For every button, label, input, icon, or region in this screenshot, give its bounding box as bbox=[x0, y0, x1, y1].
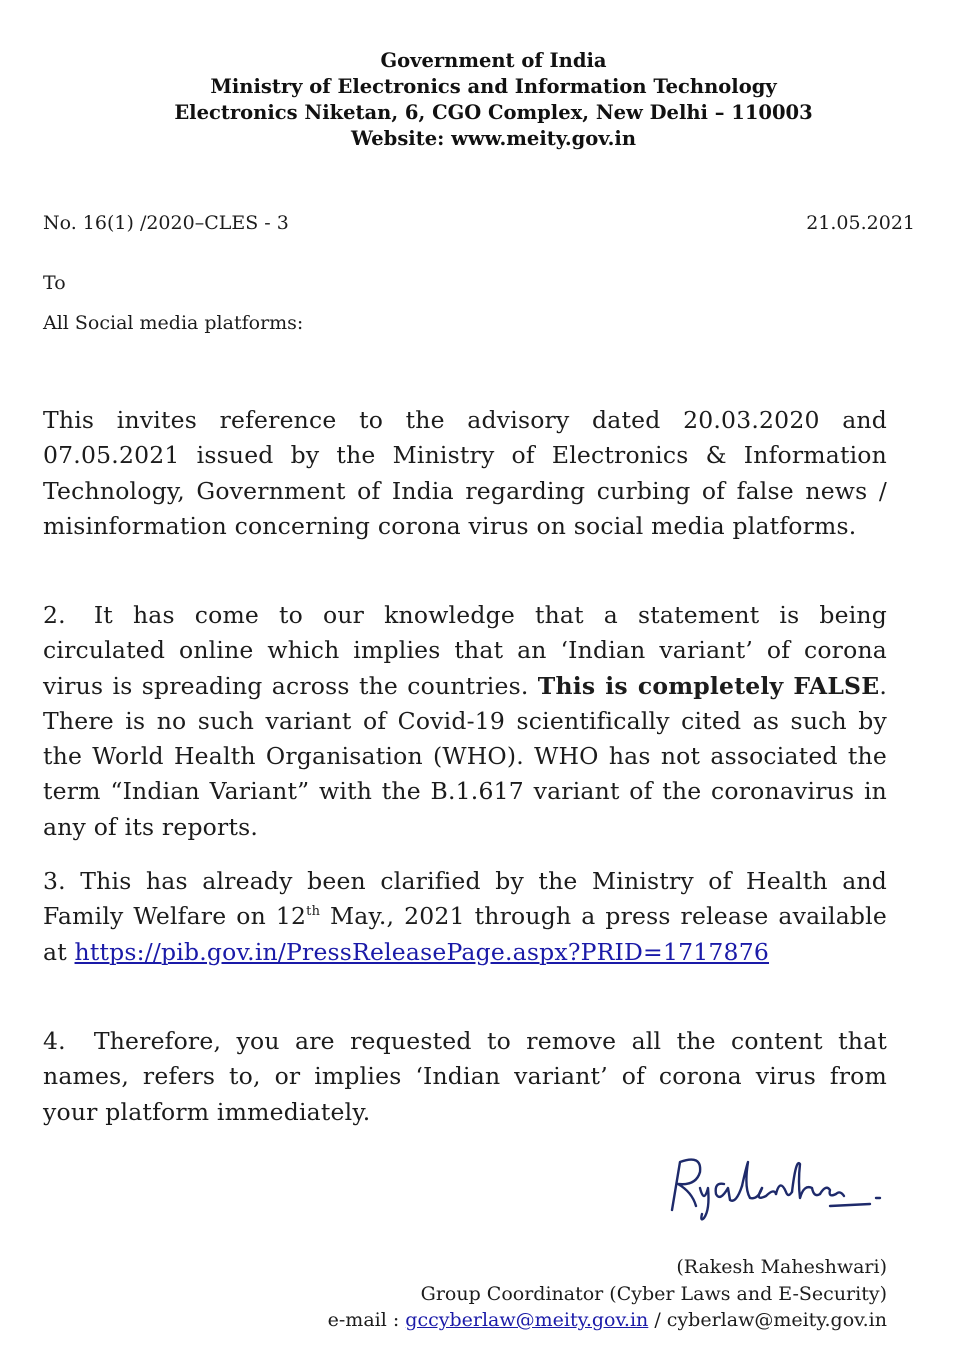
reference-row bbox=[43, 212, 915, 234]
letterhead-address: Electronics Niketan, 6, CGO Complex, New Delhi – 110003 bbox=[174, 101, 813, 124]
addressee: All Social media platforms: bbox=[43, 312, 304, 334]
email-secondary: cyberlaw@meity.gov.in bbox=[666, 1309, 887, 1331]
paragraph-4 bbox=[43, 1024, 887, 1130]
reference-number: No. 16(1) /2020–CLES - 3 bbox=[43, 212, 289, 234]
letterhead-website: Website: www.meity.gov.in bbox=[350, 127, 637, 150]
paragraph-3-text-end: May., 2021 through a press release available at bbox=[43, 902, 888, 966]
signatory-email-line bbox=[328, 1307, 887, 1334]
letter-date: 21.05.2021 bbox=[806, 212, 915, 234]
paragraph-4-text: Therefore, you are requested to remove all the content that names, refers to, or implies ‘Indian variant’ of corona virus from your platform immediately. bbox=[43, 1027, 887, 1126]
paragraph-3 bbox=[43, 864, 887, 970]
paragraph-3-superscript: th bbox=[306, 904, 321, 920]
signatory-block bbox=[328, 1254, 887, 1334]
paragraph-2 bbox=[43, 598, 887, 845]
paragraph-1: This invites reference to the advisory dated 20.03.2020 and 07.05.2021 issued by the Ministry of Electronics & Information Technology, Government of India regarding curbing of false news / misinformation concerning corona virus on social media platforms. bbox=[43, 406, 887, 540]
paragraph-2-text-start: It has come to our knowledge that a statement is being circulated online which implies that an ‘Indian variant’ of corona virus is spreading across the countries. bbox=[43, 601, 887, 700]
handwritten-signature bbox=[658, 1148, 888, 1228]
paragraph-4-number: 4. bbox=[43, 1027, 66, 1055]
to-label: To bbox=[43, 272, 66, 294]
paragraph-3-text-start: 3. This has already been clarified by the Ministry of Health and Family Welfare on 12 bbox=[43, 867, 887, 931]
letterhead bbox=[0, 48, 970, 152]
letterhead-government: Government of India bbox=[380, 49, 607, 72]
paragraph-2-bold-statement: This is completely FALSE bbox=[537, 671, 880, 700]
signatory-name: (Rakesh Maheshwari) bbox=[676, 1256, 887, 1278]
paragraph-2-text-end: . There is no such variant of Covid-19 scientifically cited as such by the World Health Organisation (WHO). WHO has not associated the term “Indian Variant” with the B.1.617 variant of the coronavirus in any of its reports. bbox=[43, 671, 887, 841]
signatory-title: Group Coordinator (Cyber Laws and E-Security) bbox=[420, 1282, 887, 1305]
email-label: e-mail : bbox=[327, 1309, 400, 1331]
email-link-primary[interactable]: gccyberlaw@meity.gov.in bbox=[405, 1309, 649, 1331]
email-separator: / bbox=[654, 1309, 661, 1331]
paragraph-2-number: 2. bbox=[43, 601, 66, 629]
letterhead-ministry: Ministry of Electronics and Information Technology bbox=[210, 75, 777, 98]
press-release-link[interactable]: https://pib.gov.in/PressReleasePage.aspx?PRID=1717876 bbox=[74, 937, 770, 966]
